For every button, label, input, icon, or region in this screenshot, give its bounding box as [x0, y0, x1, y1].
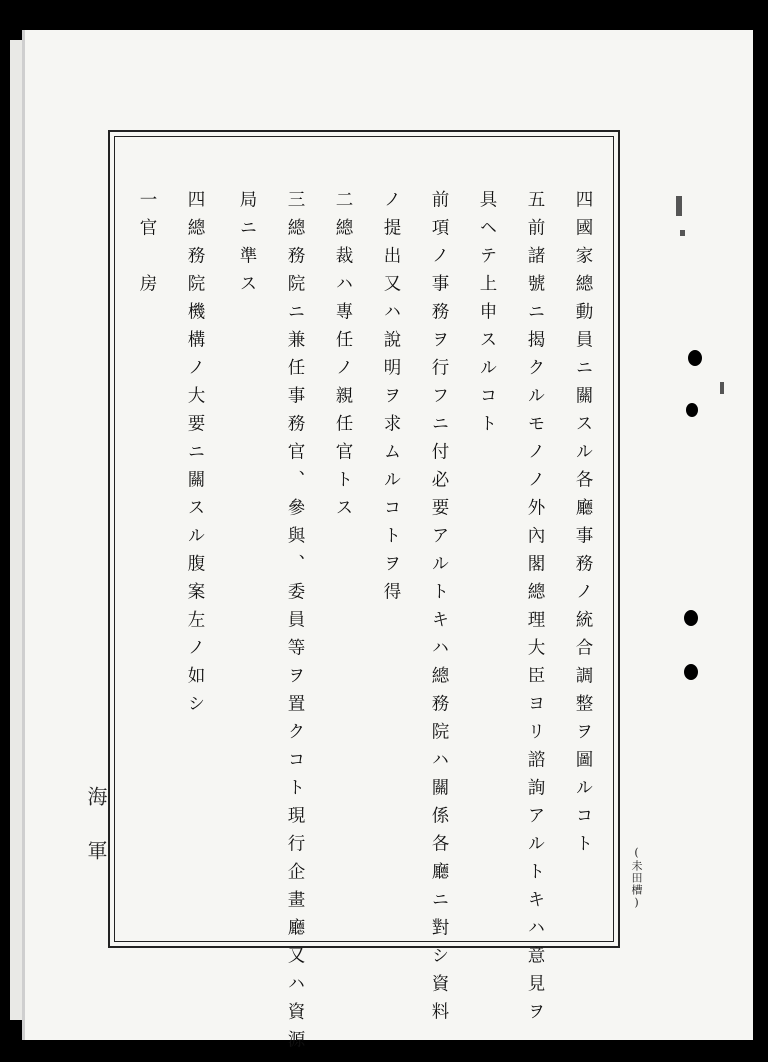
text-column: 四國家總動員ニ關スル各廳事務ノ統合調整ヲ圖ルコト [573, 190, 593, 862]
text-column: ノ提出又ハ說明ヲ求ムルコトヲ得 [381, 190, 401, 610]
text-column: 四總務院機構ノ大要ニ關スル腹案左ノ如シ [185, 190, 205, 722]
punch-hole [684, 664, 698, 680]
text-column: 三總務院ニ兼任事務官、參與、委員等ヲ置クコト現行企畫廳又ハ資源 [285, 190, 305, 1058]
text-column: 五前諸號ニ揭クルモノノ外內閣總理大臣ヨリ諮詢アルトキハ意見ヲ [525, 190, 545, 1030]
text-column: 前項ノ事務ヲ行フニ付必要アルトキハ總務院ハ關係各廳ニ對シ資料 [429, 190, 449, 1030]
text-column: 具ヘテ上申スルコト [477, 190, 497, 442]
margin-label: 海軍 [84, 786, 108, 894]
text-column: 二總裁ハ專任ノ親任官トス [333, 190, 353, 526]
punch-hole [688, 350, 702, 366]
punch-hole [684, 610, 698, 626]
scan-mark [680, 230, 685, 236]
punch-hole [686, 403, 698, 417]
text-column: 一官 房 [137, 190, 157, 302]
page-number: (未田槽) [630, 846, 643, 910]
scan-mark [676, 196, 682, 216]
text-column: 局ニ準ス [237, 190, 257, 302]
scan-mark [720, 382, 724, 394]
page-edge [10, 40, 22, 1020]
